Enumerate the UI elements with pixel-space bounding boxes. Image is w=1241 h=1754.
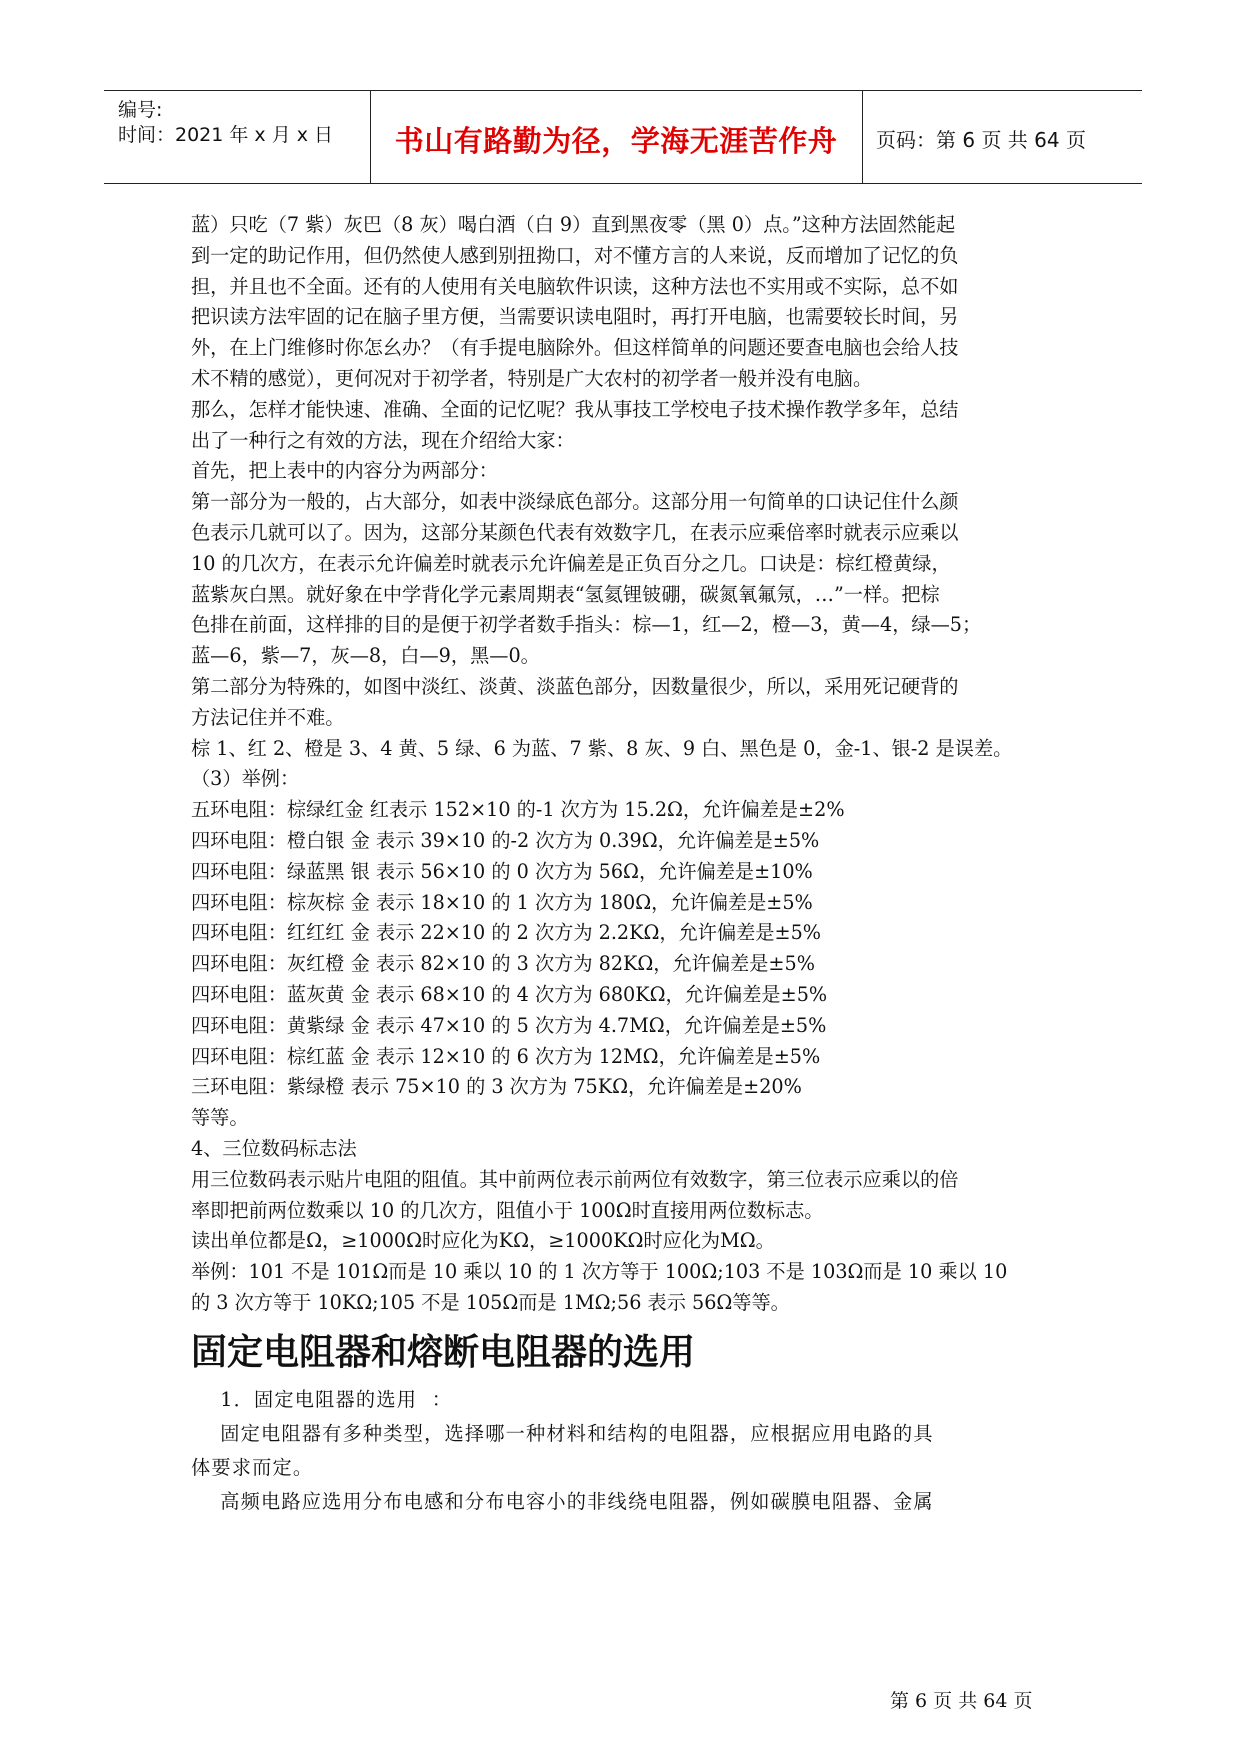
section-paragraphs bbox=[191, 1383, 1061, 1519]
body-line: 读出单位都是Ω，≥1000Ω时应化为KΩ，≥1000KΩ时应化为MΩ。 bbox=[191, 1229, 775, 1253]
body-line: 把识读方法牢固的记在脑子里方便，当需要识读电阻时，再打开电脑，也需要较长时间，另 bbox=[191, 305, 959, 329]
body-line: 率即把前两位数乘以 10 的几次方，阻值小于 100Ω时直接用两位数标志。 bbox=[191, 1198, 824, 1222]
body-line: 四环电阻：黄紫绿 金 表示 47×10 的 5 次方为 4.7MΩ，允许偏差是±5% bbox=[191, 1013, 827, 1037]
body-line: 色排在前面，这样排的目的是便于初学者数手指头：棕—1，红—2，橙—3，黄—4，绿—5； bbox=[191, 613, 982, 637]
body-line: 首先，把上表中的内容分为两部分： bbox=[191, 459, 498, 483]
body-line: 担，并且也不全面。还有的人使用有关电脑软件识读，这种方法也不实用或不实际，总不如 bbox=[191, 274, 959, 298]
header-right-cell bbox=[862, 91, 1142, 183]
header-left-cell bbox=[104, 91, 371, 183]
header-motto: 书山有路勤为径，学海无涯苦作舟 bbox=[394, 124, 838, 158]
body-line: 第二部分为特殊的，如图中淡红、淡黄、淡蓝色部分，因数量很少，所以，采用死记硬背的 bbox=[191, 674, 959, 698]
body-line: 外，在上门维修时你怎幺办？（有手提电脑除外。但这样简单的问题还要查电脑也会给人技 bbox=[191, 336, 959, 360]
body-line: 用三位数码表示贴片电阻的阻值。其中前两位表示前两位有效数字，第三位表示应乘以的倍 bbox=[191, 1167, 959, 1191]
body-line: 术不精的感觉），更何况对于初学者，特别是广大农村的初学者一般并没有电脑。 bbox=[191, 366, 873, 390]
body-line: 10 的几次方，在表示允许偏差时就表示允许偏差是正负百分之几。口诀是：棕红橙黄绿， bbox=[191, 551, 951, 575]
section-line: 固定电阻器有多种类型，选择哪一种材料和结构的电阻器，应根据应用电路的具 bbox=[191, 1421, 934, 1445]
body-line: 蓝）只吃（7 紫）灰巴（8 灰）喝白酒（白 9）直到黑夜零（黑 0）点。”这种方法固然能起 bbox=[191, 213, 956, 236]
body-line: 四环电阻：蓝灰黄 金 表示 68×10 的 4 次方为 680KΩ，允许偏差是±5% bbox=[191, 982, 828, 1006]
body-line: 四环电阻：橙白银 金 表示 39×10 的-2 次方为 0.39Ω，允许偏差是±5% bbox=[191, 828, 820, 852]
body-line: 举例：101 不是 101Ω而是 10 乘以 10 的 1 次方等于 100Ω;103 不是 103Ω而是 10 乘以 10 bbox=[191, 1260, 1008, 1284]
body-line: 四环电阻：棕灰棕 金 表示 18×10 的 1 次方为 180Ω，允许偏差是±5% bbox=[191, 890, 813, 914]
body-line: 那么，怎样才能快速、准确、全面的记忆呢？我从事技工学校电子技术操作教学多年，总结 bbox=[191, 397, 959, 421]
body-line: 蓝—6，紫—7，灰—8，白—9，黑—0。 bbox=[191, 644, 540, 668]
body-line: 的 3 次方等于 10KΩ;105 不是 105Ω而是 1MΩ;56 表示 56Ω等等。 bbox=[191, 1290, 790, 1314]
page-footer: 第 6 页 共 64 页 bbox=[890, 1690, 1033, 1712]
body-line: 四环电阻：绿蓝黑 银 表示 56×10 的 0 次方为 56Ω，允许偏差是±10% bbox=[191, 859, 813, 883]
body-line: 第一部分为一般的，占大部分，如表中淡绿底色部分。这部分用一句简单的口诀记住什么颜 bbox=[191, 490, 959, 514]
body-line: 棕 1、红 2、橙是 3、4 黄、5 绿、6 为蓝、7 紫、8 灰、9 白、黑色是 0，金-1、银-2 是误差。 bbox=[191, 736, 1013, 760]
body-line: 色表示几就可以了。因为，这部分某颜色代表有效数字几，在表示应乘倍率时就表示应乘以 bbox=[191, 520, 959, 544]
section-heading: 固定电阻器和熔断电阻器的选用 bbox=[191, 1331, 696, 1373]
body-line: 三环电阻：紫绿橙 表示 75×10 的 3 次方为 75KΩ，允许偏差是±20% bbox=[191, 1075, 802, 1099]
body-line: 四环电阻：红红红 金 表示 22×10 的 2 次方为 2.2KΩ，允许偏差是±5% bbox=[191, 921, 822, 945]
body-line: 到一定的助记作用，但仍然使人感到别扭拗口，对不懂方言的人来说，反而增加了记忆的负 bbox=[191, 243, 959, 267]
document-time-label: 时间：2021 年 x 月 x 日 bbox=[118, 124, 334, 146]
body-line: 四环电阻：灰红橙 金 表示 82×10 的 3 次方为 82KΩ，允许偏差是±5% bbox=[191, 952, 815, 976]
section-line: 高频电路应选用分布电感和分布电容小的非线绕电阻器，例如碳膜电阻器、金属 bbox=[191, 1489, 934, 1513]
document-body bbox=[191, 210, 1061, 1519]
body-line: 等等。 bbox=[191, 1106, 249, 1130]
header-motto-cell bbox=[370, 91, 863, 183]
body-line: 四环电阻：棕红蓝 金 表示 12×10 的 6 次方为 12MΩ，允许偏差是±5% bbox=[191, 1044, 821, 1068]
body-line: 方法记住并不难。 bbox=[191, 705, 345, 729]
page-header bbox=[104, 90, 1142, 184]
header-page-number: 页码：第 6 页 共 64 页 bbox=[876, 128, 1086, 152]
section-line: 1．固定电阻器的选用 ： bbox=[191, 1387, 453, 1411]
section-line: 体要求而定。 bbox=[191, 1455, 314, 1479]
document-number-label: 编号: bbox=[118, 99, 163, 121]
body-line: 出了一种行之有效的方法，现在介绍给大家： bbox=[191, 428, 575, 452]
body-paragraphs bbox=[191, 210, 1061, 1319]
body-line: 蓝紫灰白黑。就好象在中学背化学元素周期表“氢氦锂铍硼，碳氮氧氟氖，…”一样。把棕 bbox=[191, 582, 940, 606]
body-line: （3）举例： bbox=[191, 767, 300, 791]
body-line: 五环电阻：棕绿红金 红表示 152×10 的-1 次方为 15.2Ω，允许偏差是±2% bbox=[191, 798, 845, 822]
body-line: 4、三位数码标志法 bbox=[191, 1136, 357, 1160]
